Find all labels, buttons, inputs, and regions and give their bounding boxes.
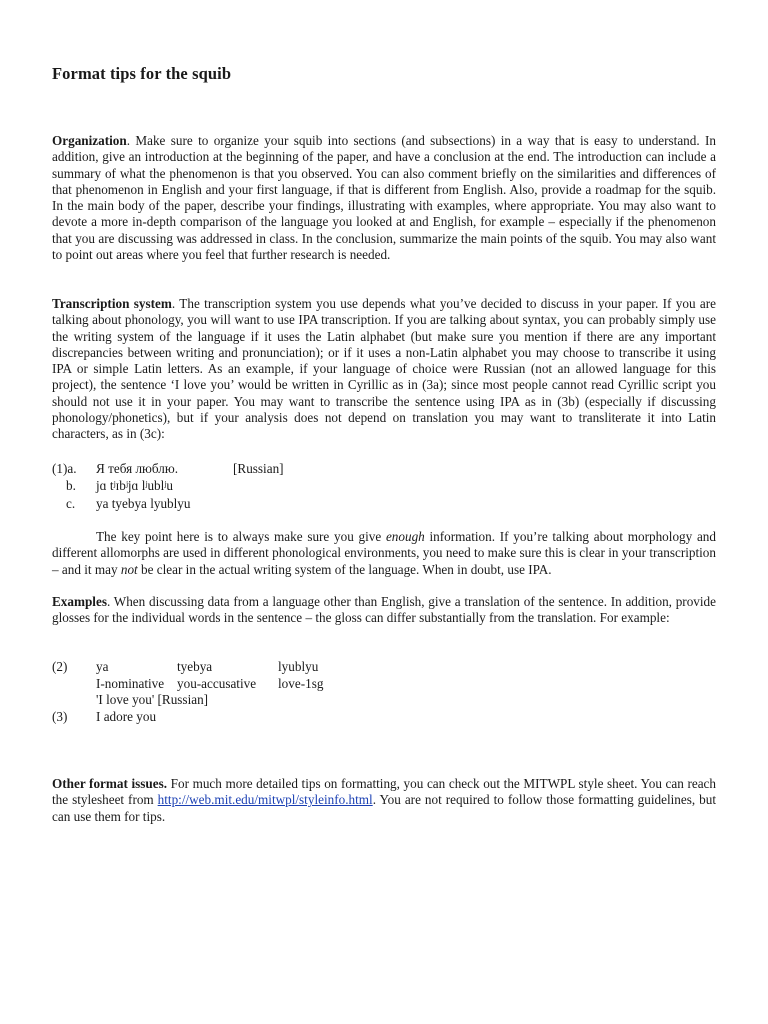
transcription-heading: Transcription system (52, 296, 172, 311)
keypoint-emphasis-enough: enough (385, 529, 425, 544)
example-2-translation: 'I love you' [Russian] (96, 692, 209, 707)
transcription-body: . The transcription system you use depends what you’ve decided to discuss in your paper. If you are talking about phonology, you will want to use IPA transcription. If you are talking about syntax, you can probably simply use the writing system of the language if it uses the Latin alphabet (but make sure you mention if there are any important discrepancies between writing and pronunciation); or if it uses a non-Latin alphabet you may choose to transcribe it using IPA or simple Latin letters. As an example, if your language of choice were Russian (not an allowed language for this project), the sentence ‘I love you’ would be written in Cyrillic as in (3a); since most people cannot read Cyrillic script you should not use it in your paper. You may want to transcribe the sentence using IPA as in (3b) (especially if discussing phonology/phonetics), but if your analysis does not depend on translation you may want to transliterate it into Latin characters, as in (3c): (52, 296, 716, 441)
example-3-label: (3) (52, 709, 68, 724)
keypoint-text-3: be clear in the actual writing system of the language. When in doubt, use IPA. (137, 561, 552, 577)
example-3-text: I adore you (96, 709, 157, 724)
example-1a-note: [Russian] (233, 461, 284, 476)
example-2-word-2: tyebya (177, 659, 213, 674)
example-2-gloss-2: you-accusative (177, 676, 257, 691)
example-1b-ipa: jɑ tʲɪbʲjɑ lʲublʲu (96, 478, 173, 493)
example-1c-label: c. (66, 496, 76, 511)
organization-body: . Make sure to organize your squib into sections (and subsections) in a way that is easy to understand. In addition, give an introduction at the beginning of the paper, and have a conclusion at the end. The introduction can include a summary of what the phenomenon is that you observed. You can also comment briefly on the similarities and differences of that phenomenon in English and your first language, if that is different from English. Also, provide a roadmap for the squib. In the main body of the paper, describe your findings, illustrating with examples, where appropriate. You may also want to devote a more in-depth comparison of the language you looked at and English, for example – especially if the phenomenon that you are discussing was addressed in class. In the conclusion, summarize the main points of the squib. You may also want to point out areas where you feel that further research is needed. (52, 133, 716, 262)
transcription-paragraph (52, 296, 716, 442)
example-1a-label: (1)a. (52, 461, 77, 476)
keypoint-paragraph (52, 529, 716, 578)
keypoint-text-2: information. If you’re talking about morphology and different allomorphs are used in different phonological environments, you need to make sure this is clear in your transcription – and it may (52, 529, 716, 577)
other-format-heading: Other format issues. (52, 776, 168, 791)
example-2-label: (2) (52, 659, 68, 674)
mitwpl-stylesheet-link[interactable]: http://web.mit.edu/mitwpl/styleinfo.html (157, 792, 373, 808)
organization-heading: Organization (52, 133, 127, 148)
example-2-word-3: lyublyu (278, 659, 319, 674)
page-title: Format tips for the squib (52, 64, 232, 83)
examples-paragraph (52, 594, 716, 627)
example-2-gloss-3: love-1sg (278, 676, 324, 691)
example-1b-label: b. (66, 478, 76, 493)
other-format-paragraph (52, 776, 716, 825)
example-2-word-1: ya (96, 659, 109, 674)
examples-heading: Examples (52, 594, 107, 609)
example-2-gloss-1: I-nominative (96, 676, 165, 691)
other-format-body-1: For much more detailed tips on formatting, you can check out the MITWPL style sheet. You can reach the stylesheet from (52, 776, 716, 808)
examples-body: . When discussing data from a language other than English, give a translation of the sentence. In addition, provide glosses for the individual words in the sentence – the gloss can differ substantially from the translation. For example: (52, 594, 716, 626)
keypoint-text-1: The key point here is to always make sure you give (96, 529, 386, 544)
example-1c-latin: ya tyebya lyublyu (96, 496, 191, 511)
example-1a-cyrillic: Я тебя люблю. (96, 461, 178, 476)
other-format-body-2: . You are not required to follow those formatting guidelines, but can use them for tips. (52, 792, 716, 824)
organization-paragraph (52, 133, 716, 263)
keypoint-emphasis-not: not (120, 561, 138, 577)
